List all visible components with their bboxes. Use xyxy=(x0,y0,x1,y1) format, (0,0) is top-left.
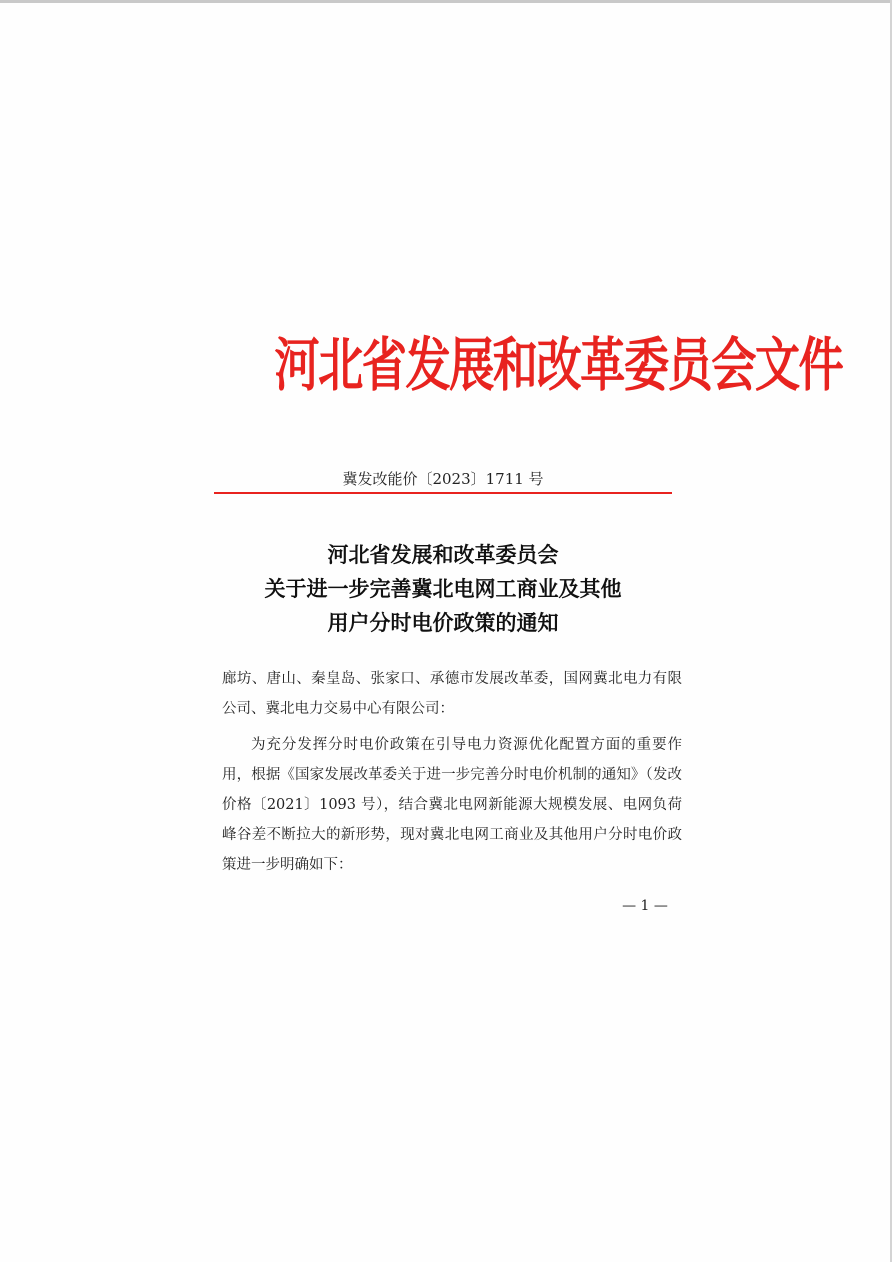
title-line-3: 用户分时电价政策的通知 xyxy=(327,610,559,635)
red-separator-line xyxy=(214,492,672,494)
document-title xyxy=(214,538,672,640)
title-line-1: 河北省发展和改革委员会 xyxy=(327,542,559,567)
addressee-paragraph: 廊坊、唐山、秦皇岛、张家口、承德市发展改革委，国网冀北电力有限公司、冀北电力交易中心有限公司： xyxy=(222,671,682,717)
document-body xyxy=(222,664,682,880)
page-number: — 1 — xyxy=(622,898,668,914)
document-number: 冀发改能价〔2023〕1711 号 xyxy=(342,470,544,488)
title-line-2: 关于进一步完善冀北电网工商业及其他 xyxy=(264,576,622,601)
body-paragraph-1: 为充分发挥分时电价政策在引导电力资源优化配置方面的重要作用，根据《国家发展改革委关于进一步完善分时电价机制的通知》（发改价格〔2021〕1093 号），结合冀北电网新能源大规模发展、电网负荷峰谷差不断拉大的新形势，现对冀北电网工商业及其他用户分时电价政策进一步明确如下： xyxy=(222,737,682,873)
scan-top-edge xyxy=(0,0,892,3)
document-masthead: 河北省发展和改革委员会文件 xyxy=(274,331,843,399)
